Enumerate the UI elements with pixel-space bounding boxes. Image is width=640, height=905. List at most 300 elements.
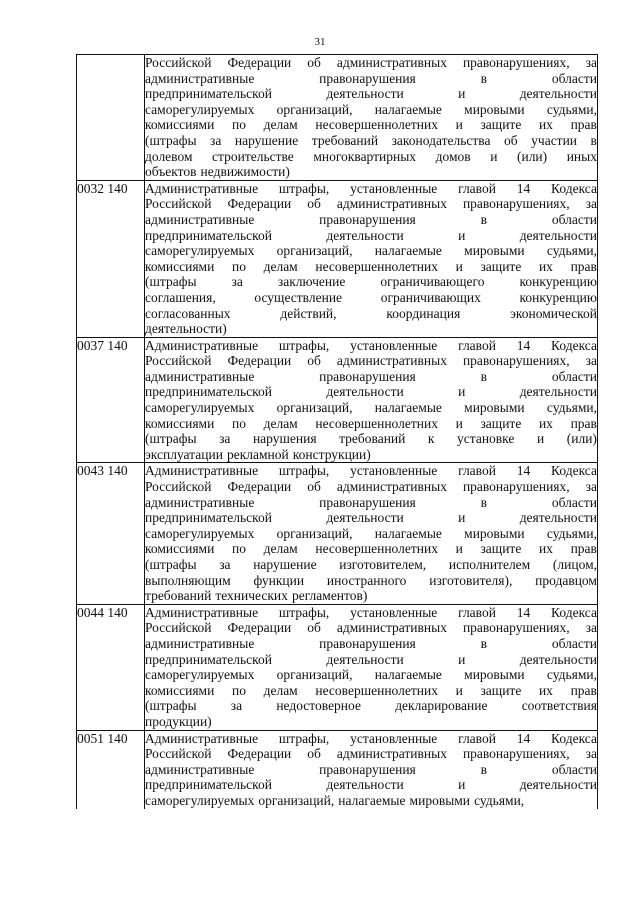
- word: многоквартирных: [313, 148, 417, 164]
- word: деятельности: [519, 86, 597, 102]
- word: за: [585, 746, 597, 762]
- word: рекламной: [226, 446, 289, 462]
- word: об: [307, 55, 321, 70]
- word: главой: [458, 337, 496, 353]
- word: прав: [570, 415, 597, 431]
- word: правонарушения: [319, 211, 416, 227]
- word: защите: [480, 117, 522, 133]
- word: по: [231, 682, 246, 698]
- word: делам: [263, 258, 298, 274]
- word: за: [585, 353, 597, 369]
- word: Административные: [145, 730, 259, 746]
- word: административных: [336, 620, 447, 636]
- description-line: [145, 306, 597, 322]
- word: судьями,: [546, 667, 597, 683]
- word: штрафы,: [278, 463, 330, 479]
- word: 14: [516, 337, 531, 353]
- description-cell: [145, 463, 598, 604]
- word: деятельности: [326, 227, 404, 243]
- word: защите: [480, 541, 522, 557]
- word: Российской: [145, 353, 212, 369]
- word: об: [307, 620, 321, 636]
- word: (штрафы: [145, 274, 197, 290]
- word: правонарушениях,: [462, 479, 570, 495]
- word: их: [538, 682, 553, 698]
- word: административные: [145, 211, 255, 227]
- word: в: [480, 211, 487, 227]
- description-line: [145, 762, 597, 778]
- word: изготовителя),: [429, 572, 513, 588]
- word: за: [231, 274, 243, 290]
- description-line: [145, 400, 597, 416]
- income-code-cell: 0037 140: [77, 337, 145, 463]
- word: эксплуатации: [145, 446, 223, 462]
- word: нарушение: [234, 132, 299, 148]
- description-cell: [145, 55, 598, 181]
- word: саморегулируемых: [145, 525, 255, 541]
- word: мировыми: [464, 667, 525, 683]
- description-line: [145, 416, 597, 432]
- word: участии: [531, 132, 578, 148]
- description-line: [145, 117, 597, 133]
- word: установке: [457, 431, 515, 447]
- word: заключение: [277, 274, 346, 290]
- word: несовершеннолетних: [315, 415, 438, 431]
- word: комиссиями: [145, 541, 215, 557]
- word: несовершеннолетних: [315, 117, 438, 133]
- word: предпринимательской: [145, 86, 273, 102]
- word: 14: [516, 604, 531, 620]
- word: и: [455, 682, 463, 698]
- word: нарушение: [253, 557, 317, 572]
- page-number: 31: [314, 36, 326, 48]
- word: защите: [480, 258, 522, 274]
- word: функции: [253, 572, 305, 588]
- word: штрафы,: [278, 337, 330, 353]
- income-code-cell: [77, 55, 145, 181]
- word: 14: [516, 463, 531, 479]
- word: по: [231, 258, 246, 274]
- word: главой: [458, 180, 496, 196]
- description-cell: [145, 180, 598, 337]
- word: административные: [145, 494, 255, 510]
- word: за: [585, 479, 597, 495]
- word: недвижимости): [200, 164, 290, 180]
- word: организаций,: [276, 243, 353, 259]
- description-line: [145, 495, 597, 511]
- word: мировыми: [464, 400, 525, 416]
- word: декларирование: [395, 698, 488, 714]
- description-line: [145, 353, 597, 369]
- word: налагаемые: [374, 525, 442, 541]
- word: нарушения: [252, 431, 317, 447]
- word: домов: [435, 148, 471, 164]
- word: административных: [336, 479, 447, 495]
- word: Российской: [145, 746, 212, 762]
- word: предпринимательской: [145, 777, 273, 793]
- word: административных: [336, 353, 447, 369]
- description-line: [145, 683, 597, 699]
- word: (штрафы: [145, 431, 197, 447]
- word: деятельности: [326, 86, 404, 102]
- word: координация: [386, 305, 461, 321]
- income-code-cell: 0051 140: [77, 730, 145, 808]
- word: мировыми: [409, 792, 471, 808]
- word: административные: [145, 635, 255, 651]
- word: прав: [570, 682, 597, 698]
- word: предпринимательской: [145, 384, 273, 400]
- description-line: [145, 698, 597, 714]
- word: правонарушения: [319, 70, 416, 86]
- word: иностранного: [326, 572, 407, 588]
- word: Российской: [145, 196, 212, 212]
- word: предпринимательской: [145, 651, 273, 667]
- word: в: [480, 635, 487, 651]
- word: делам: [263, 541, 298, 557]
- word: об: [504, 132, 518, 148]
- word: (или): [566, 431, 597, 447]
- income-code-cell: 0044 140: [77, 604, 145, 730]
- word: Федерации: [227, 746, 292, 762]
- description-line: [145, 557, 597, 573]
- word: Российской: [145, 479, 212, 495]
- word: делам: [263, 682, 298, 698]
- description-cell: [145, 604, 598, 730]
- word: деятельности: [326, 384, 404, 400]
- word: судьями,: [546, 400, 597, 416]
- word: организаций,: [276, 400, 353, 416]
- word: за: [219, 557, 231, 572]
- word: судьями,: [546, 243, 597, 259]
- word: законодательства: [391, 132, 491, 148]
- word: и: [455, 415, 463, 431]
- word: действий,: [280, 305, 337, 321]
- word: прав: [570, 541, 597, 557]
- description-line: [145, 196, 597, 212]
- word: административных: [336, 55, 447, 70]
- word: в: [480, 70, 487, 86]
- word: об: [307, 353, 321, 369]
- word: их: [538, 117, 553, 133]
- word: правонарушениях,: [462, 746, 570, 762]
- word: и: [458, 651, 466, 667]
- word: штрафы,: [278, 180, 330, 196]
- word: делам: [263, 117, 298, 133]
- word: осуществление: [254, 289, 343, 305]
- word: продавцом: [535, 572, 597, 588]
- description-line: [145, 463, 597, 479]
- word: штрафы,: [278, 730, 330, 746]
- word: изготовителем,: [339, 557, 427, 572]
- word: Федерации: [227, 353, 292, 369]
- description-line: [145, 384, 597, 400]
- word: их: [538, 415, 553, 431]
- description-line: [145, 274, 597, 290]
- word: саморегулируемых: [145, 667, 255, 683]
- word: и: [455, 117, 463, 133]
- word: требований: [145, 588, 212, 604]
- word: ограничивающего: [380, 274, 485, 290]
- word: об: [307, 196, 321, 212]
- word: прав: [570, 258, 597, 274]
- word: правонарушения: [319, 635, 416, 651]
- description-line: [145, 605, 597, 621]
- description-line: [145, 102, 597, 118]
- word: соглашения,: [145, 289, 216, 305]
- word: области: [551, 635, 597, 651]
- word: главой: [458, 730, 496, 746]
- word: судьями,: [474, 792, 525, 808]
- word: Федерации: [227, 55, 292, 70]
- description-line: [145, 777, 597, 793]
- table-row: [77, 55, 598, 181]
- description-line: [145, 588, 597, 604]
- word: в: [480, 494, 487, 510]
- word: требований: [339, 431, 406, 447]
- description-line: [145, 243, 597, 259]
- word: налагаемые: [374, 400, 442, 416]
- word: согласованных: [145, 305, 231, 321]
- word: Кодекса: [551, 730, 597, 746]
- description-line: [145, 573, 597, 589]
- word: правонарушениях,: [462, 620, 570, 636]
- word: области: [551, 494, 597, 510]
- word: Административные: [145, 337, 259, 353]
- word: в: [480, 368, 487, 384]
- word: (штрафы: [145, 698, 197, 714]
- description-line: [145, 652, 597, 668]
- word: по: [231, 117, 246, 133]
- word: за: [219, 431, 231, 447]
- word: за: [230, 698, 243, 714]
- word: мировыми: [464, 525, 525, 541]
- description-line: [145, 321, 597, 337]
- word: экономической: [510, 305, 597, 321]
- description-line: [145, 290, 597, 306]
- word: комиссиями: [145, 258, 215, 274]
- word: (или): [516, 148, 548, 164]
- word: мировыми: [464, 243, 525, 259]
- word: соответствия: [521, 698, 597, 714]
- word: Федерации: [227, 196, 292, 212]
- word: и: [536, 431, 545, 447]
- word: налагаемые: [374, 243, 442, 259]
- description-line: [145, 620, 597, 636]
- word: Федерации: [227, 479, 292, 495]
- word: налагаемые: [374, 667, 442, 683]
- description-line: [145, 714, 597, 730]
- word: комиссиями: [145, 415, 215, 431]
- word: мировыми: [464, 101, 525, 117]
- word: (штрафы: [145, 132, 197, 148]
- word: требований: [311, 132, 379, 148]
- word: Административные: [145, 463, 259, 479]
- word: предпринимательской: [145, 510, 273, 526]
- income-code-cell: 0043 140: [77, 463, 145, 604]
- word: налагаемые: [374, 101, 442, 117]
- word: главой: [458, 604, 496, 620]
- word: Кодекса: [551, 337, 597, 353]
- word: Российской: [145, 620, 212, 636]
- word: Кодекса: [551, 180, 597, 196]
- word: организаций,: [276, 525, 353, 541]
- table-row: [77, 463, 598, 604]
- description-line: [145, 149, 597, 165]
- word: деятельности: [326, 510, 404, 526]
- word: защите: [480, 415, 522, 431]
- description-line: [145, 636, 597, 652]
- word: 14: [516, 730, 531, 746]
- description-line: [145, 133, 597, 149]
- table-row: [77, 604, 598, 730]
- word: иных: [566, 148, 597, 164]
- word: организаций,: [258, 792, 335, 808]
- word: судьями,: [546, 525, 597, 541]
- word: конкуренцию: [519, 274, 597, 290]
- word: организаций,: [276, 667, 353, 683]
- word: в: [590, 132, 597, 148]
- word: несовершеннолетних: [315, 258, 438, 274]
- word: комиссиями: [145, 117, 215, 133]
- word: Административные: [145, 180, 259, 196]
- description-line: [145, 369, 597, 385]
- description-line: [145, 259, 597, 275]
- word: административных: [336, 746, 447, 762]
- description-line: [145, 164, 597, 180]
- word: и: [458, 384, 466, 400]
- word: по: [231, 415, 246, 431]
- word: установленные: [350, 730, 438, 746]
- word: за: [585, 196, 597, 212]
- word: регламентов): [291, 588, 368, 604]
- description-line: [145, 479, 597, 495]
- word: и: [458, 777, 466, 793]
- table-row: [77, 730, 598, 808]
- description-line: [145, 338, 597, 354]
- word: Кодекса: [551, 463, 597, 479]
- word: штрафы,: [278, 604, 330, 620]
- word: технических: [215, 588, 288, 604]
- description-line: [145, 731, 597, 747]
- word: ограничивающих: [380, 289, 481, 305]
- word: (штрафы: [145, 557, 197, 572]
- word: правонарушения: [319, 494, 416, 510]
- word: правонарушения: [319, 761, 416, 777]
- word: и: [458, 510, 466, 526]
- word: Административные: [145, 604, 259, 620]
- table-row: [77, 180, 598, 337]
- word: долевом: [145, 148, 193, 164]
- description-line: [145, 447, 597, 463]
- word: административные: [145, 368, 255, 384]
- word: конструкции): [292, 446, 371, 462]
- word: установленные: [350, 180, 438, 196]
- word: административных: [336, 196, 447, 212]
- word: саморегулируемых: [145, 243, 255, 259]
- word: исполнителем: [448, 557, 531, 572]
- word: области: [551, 70, 597, 86]
- word: деятельности: [519, 510, 597, 526]
- word: строительстве: [212, 148, 294, 164]
- word: несовершеннолетних: [315, 682, 438, 698]
- description-line: [145, 228, 597, 244]
- word: комиссиями: [145, 682, 215, 698]
- word: области: [551, 761, 597, 777]
- word: предпринимательской: [145, 227, 273, 243]
- word: за: [585, 620, 597, 636]
- word: правонарушениях,: [462, 196, 570, 212]
- description-line: [145, 181, 597, 197]
- word: деятельности: [519, 384, 597, 400]
- word: выполняющим: [145, 572, 231, 588]
- word: и: [455, 541, 463, 557]
- word: деятельности: [519, 651, 597, 667]
- word: деятельности): [145, 321, 227, 337]
- word: об: [307, 479, 321, 495]
- word: за: [210, 132, 222, 148]
- description-line: [145, 86, 597, 102]
- description-line: [145, 71, 597, 87]
- word: за: [585, 55, 597, 70]
- word: организаций,: [276, 101, 353, 117]
- word: налагаемые: [338, 792, 406, 808]
- word: административные: [145, 70, 255, 86]
- word: и: [490, 148, 498, 164]
- description-line: [145, 746, 597, 762]
- word: области: [551, 368, 597, 384]
- word: правонарушениях,: [462, 353, 570, 369]
- word: саморегулируемых: [145, 792, 255, 808]
- word: главой: [458, 463, 496, 479]
- word: правонарушениях,: [462, 55, 570, 70]
- word: их: [538, 541, 553, 557]
- word: защите: [480, 682, 522, 698]
- word: несовершеннолетних: [315, 541, 438, 557]
- word: судьями,: [546, 101, 597, 117]
- description-line: [145, 526, 597, 542]
- word: недостоверное: [276, 698, 361, 714]
- word: установленные: [350, 337, 438, 353]
- table-body: [77, 55, 598, 809]
- word: деятельности: [519, 777, 597, 793]
- word: саморегулируемых: [145, 400, 255, 416]
- word: установленные: [350, 463, 438, 479]
- word: делам: [263, 415, 298, 431]
- description-line: [145, 212, 597, 228]
- word: деятельности: [326, 777, 404, 793]
- word: об: [307, 746, 321, 762]
- word: области: [551, 211, 597, 227]
- word: к: [427, 431, 435, 447]
- description-line: [145, 541, 597, 557]
- word: деятельности: [519, 227, 597, 243]
- word: в: [480, 761, 487, 777]
- word: и: [455, 258, 463, 274]
- description-line: [145, 55, 597, 71]
- word: Кодекса: [551, 604, 597, 620]
- description-cell: [145, 337, 598, 463]
- income-code-cell: 0032 140: [77, 180, 145, 337]
- word: деятельности: [326, 651, 404, 667]
- word: конкуренцию: [519, 289, 597, 305]
- word: и: [458, 86, 466, 102]
- description-cell: [145, 730, 598, 808]
- description-line: [145, 793, 597, 809]
- word: саморегулируемых: [145, 101, 255, 117]
- word: административные: [145, 761, 255, 777]
- word: установленные: [350, 604, 438, 620]
- word: продукции): [145, 713, 212, 729]
